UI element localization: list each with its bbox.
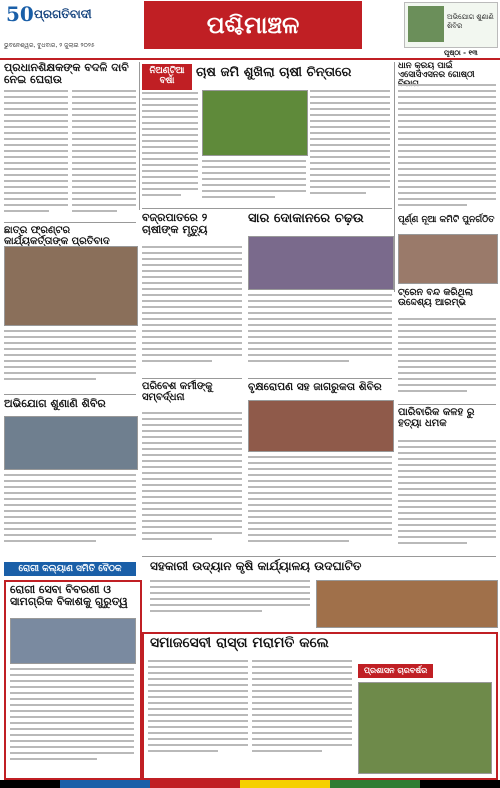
article-body — [398, 318, 496, 400]
article-headline: ସହକାରୀ ଉଦ୍ୟାନ କୃଷି କାର୍ଯ୍ୟାଳୟ ଉଦଘାଟିତ — [150, 559, 362, 573]
article-headline: ପ୍ରଧାନଶିକ୍ଷକଙ୍କ ବଦଳି ଦାବି ନେଇ ଘେରାଉ — [4, 61, 129, 86]
masthead-rule — [0, 58, 500, 60]
article-headline: ଟ୍ରେନ ବନ୍ଦ କରିଥିଲା ଉଦ୍ଦେଶ୍ୟ ଆରମ୍ଭ — [398, 287, 474, 308]
masthead — [0, 0, 500, 60]
grievance-camp-photo — [4, 416, 138, 470]
article-headline: ପୂର୍ଣ୍ଣ ନୂଆ କମିଟି ପୁନର୍ଗଠିତ — [398, 215, 495, 225]
article-body — [72, 90, 136, 220]
article-tag: ନିଅଣ୍ଟିଆ ବର୍ଷା — [142, 64, 192, 90]
article-headline: ସାର ଦୋକାନରେ ଚଢ଼ଉ — [248, 211, 364, 226]
meeting-photo — [10, 618, 136, 664]
article-headline: ଧାନ କ୍ରୟ ପାଇଁ ଏସୋସିଏସନର ଗୋଷ୍ଠୀ — [398, 61, 475, 80]
section-rule — [4, 394, 136, 395]
article-body — [398, 84, 496, 212]
paper-logo — [4, 2, 122, 42]
article-headline: ପରିବେଶ କର୍ମୀଙ୍କୁ ସମ୍ବର୍ଦ୍ଧନା — [142, 381, 213, 403]
article-body — [4, 90, 68, 220]
article-body — [150, 580, 310, 626]
section-rule — [142, 378, 242, 379]
article-body — [4, 474, 136, 550]
column-rule — [139, 62, 140, 210]
article-headline: ଅଭିଯୋଗ ଶୁଣାଣି ଶିବିର — [4, 397, 106, 410]
logo-anniversary-number: 50 — [6, 2, 34, 26]
section-rule — [248, 378, 392, 379]
inset-label: ପ୍ରଶାସନ ଚାରବର୍ଷର — [358, 664, 433, 678]
article-body — [248, 294, 392, 372]
shop-raid-photo — [248, 236, 394, 290]
advertisement-box — [404, 2, 498, 48]
column-rule — [394, 62, 395, 292]
section-rule — [142, 556, 496, 557]
paper-name: ପ୍ରଗତିବାଦୀ — [34, 7, 92, 21]
date-line: ଭୁବନେଶ୍ୱର, ବୁଧବାର, ୨ ଜୁଲାଇ ୨୦୨୫ — [4, 42, 95, 49]
article-headline: ରୋଗୀ ସେବା ବିବରଣୀ ଓ ସାମଗ୍ରିକ ବିକାଶକୁ ଗୁରୁତ୍ୱ — [10, 583, 128, 608]
section-rule — [142, 208, 392, 209]
article-headline: ଚାଷ ଜମି ଶୁଖିଲା ଚାଷୀ ଚିନ୍ତାରେ — [196, 65, 352, 80]
article-headline: ପାରିବାରିକ କଳହ ରୁ ହତ୍ୟା ଧମକ — [398, 407, 475, 429]
color-registration-bar — [0, 780, 500, 788]
section-rule — [4, 222, 136, 223]
advertisement-photo — [408, 6, 444, 42]
article-tag: ରୋଗୀ କଲ୍ୟାଣ ସମିତି ବୈଠକ — [4, 562, 136, 576]
article-body — [398, 440, 496, 554]
advertisement-text: ଅଭିଯୋଗ ଶୁଣାଣି ଶିବିର — [447, 13, 494, 30]
article-headline: ଛାତ୍ର ଫ୍ରଣ୍ଟର କାର୍ଯ୍ୟକର୍ତ୍ତାଙ୍କ ପ୍ରତିବାଦ — [4, 225, 110, 247]
article-body — [148, 660, 248, 772]
article-body — [10, 668, 134, 772]
article-body — [142, 92, 198, 204]
road-repair-photo — [358, 682, 492, 774]
article-body — [142, 246, 242, 372]
article-body — [4, 330, 136, 386]
article-body — [202, 160, 306, 204]
article-body — [142, 412, 242, 550]
committee-photo — [398, 234, 498, 284]
article-body — [252, 660, 352, 772]
article-body — [248, 456, 392, 550]
field-photo — [202, 90, 308, 156]
section-title: ପଶ୍ଚିମାଞ୍ଚଳ — [144, 1, 362, 49]
section-rule — [398, 404, 496, 405]
article-headline: ସମାଜସେବୀ ରାସ୍ତା ମରାମତି କଲେ — [150, 635, 329, 651]
plantation-photo — [248, 400, 394, 452]
page-number: ପୃଷ୍ଠା - ୧୩ — [444, 49, 478, 57]
article-body — [310, 90, 390, 204]
protest-photo — [4, 246, 138, 326]
article-headline: ବଜ୍ରପାତରେ ୨ ଚାଷୀଙ୍କ ମୃତ୍ୟୁ — [142, 211, 208, 236]
office-inauguration-photo — [316, 580, 498, 628]
article-headline: ବୃକ୍ଷରୋପଣ ସହ ଜାଗରୁକତା ଶିବିର — [248, 381, 382, 393]
